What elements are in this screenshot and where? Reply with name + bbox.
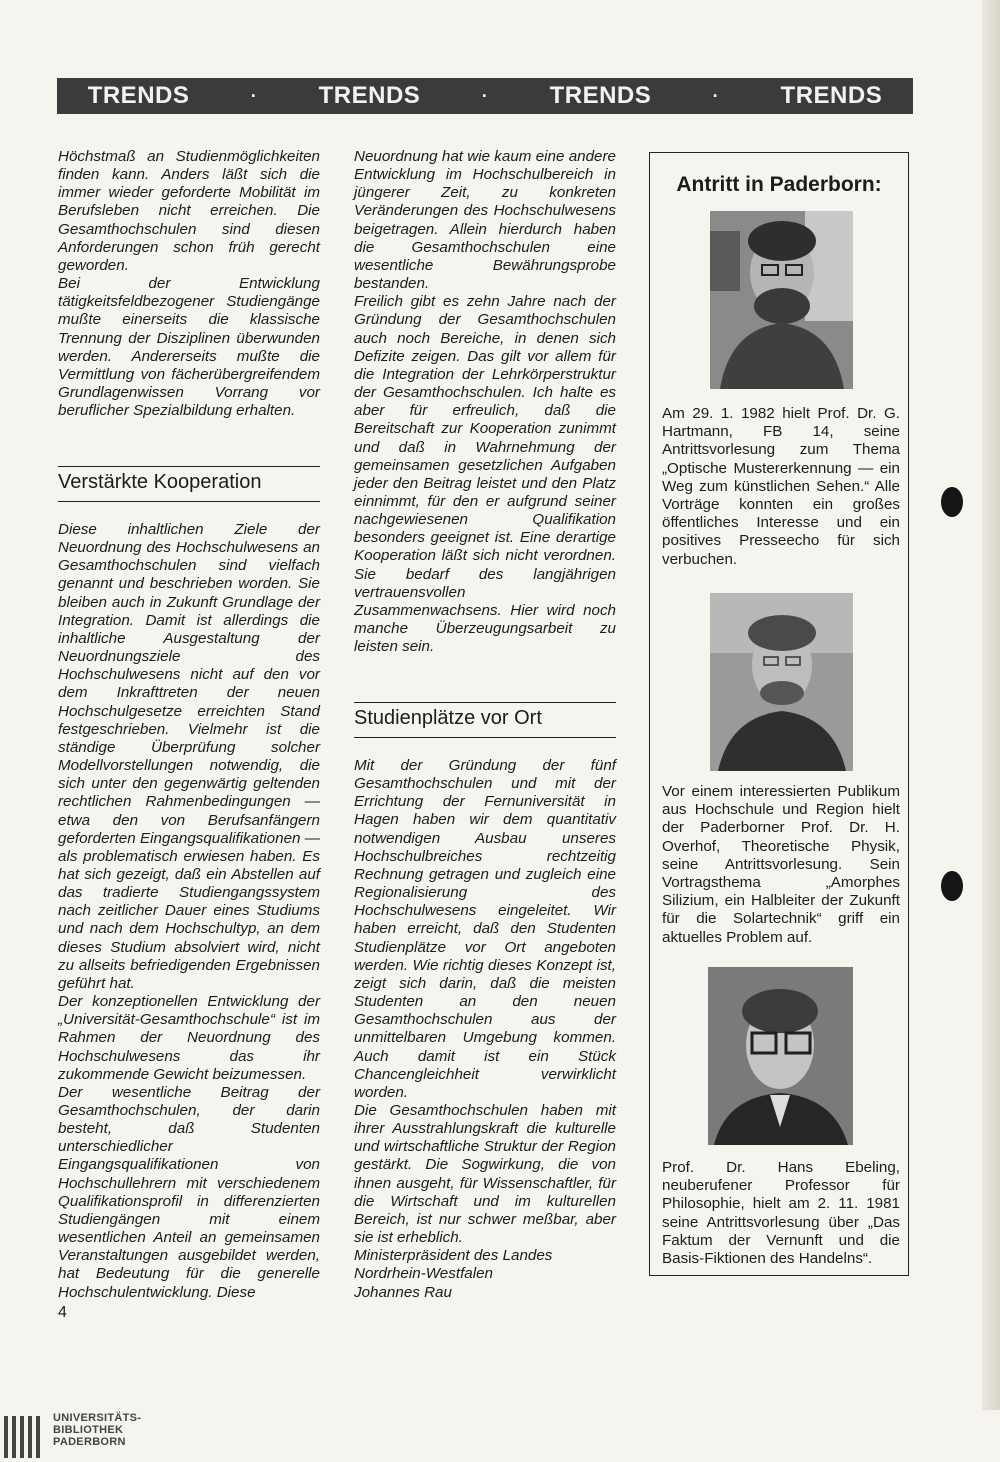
- paragraph: Höchstmaß an Studienmöglichkeiten finden kann. Anders läßt sich die immer wieder geforderte Mobilität im Berufsleben nicht erreichen. Die Gesamthochschulen sind diesen Anforderungen schon früh gerecht geworden.: [58, 148, 320, 274]
- footer-bar: [0, 1410, 1000, 1462]
- portrait-photo-overhof: [710, 593, 853, 771]
- column-1-top: [58, 148, 320, 420]
- paragraph: Mit der Gründung der fünf Gesamthochschulen und mit der Errichtung der Fernuniversität in Hagen haben wir dem quantitativ notwendigen Ausbau unseres Hochschulbreiches rechtzeitig Rechnung getragen und zugleich eine Regionalisierung des Hochschulwesens eingeleitet. Wir haben erreicht, daß den Studenten Studienplätze vor Ort angeboten werden. Wie richtig dieses Konzept ist, zeigt sich darin, daß die meisten Studenten an den neuen Gesamthochschulen aus der unmittelbaren Umgebung kommen. Auch damit ist ein Stück Chancengleichheit verwirklicht worden.: [354, 757, 616, 1101]
- logo-line: UNIVERSITÄTS-: [53, 1412, 142, 1424]
- portrait-photo-hartmann: [710, 211, 853, 389]
- banner-word: TRENDS: [780, 82, 883, 109]
- sidebar-entry-ebeling: Prof. Dr. Hans Ebeling, neuberufener Professor für Philosophie, hielt am 2. 11. 1981 seine Antrittsvorlesung über „Das Faktum der Vernunft und die Basis-Fiktionen des Handelns“.: [662, 1159, 900, 1268]
- banner-word: TRENDS: [87, 82, 190, 109]
- paragraph: Der konzeptionellen Entwicklung der „Universität-Gesamthochschule“ ist im Rahmen der Neuordnung des Hochschulwesens das ihr zukommende Gewicht beizumessen.: [58, 993, 320, 1083]
- portrait-overhof-image: [710, 593, 853, 771]
- sidebar-title: Antritt in Paderborn:: [676, 173, 882, 196]
- heading-studienplaetze-vor-ort: Studienplätze vor Ort: [354, 702, 616, 738]
- logo-line: BIBLIOTHEK: [53, 1424, 124, 1436]
- column-1-bottom: [58, 521, 320, 1302]
- banner-separator: ·: [481, 85, 489, 106]
- paragraph: Neuordnung hat wie kaum eine andere Entwicklung im Hochschulbereich in jüngerer Zeit, zu konkreten Veränderungen des Hochschulwesens beigetragen. Allein hierdurch haben die Gesamthochschulen eine wesentliche Bewährungsprobe bestanden.: [354, 148, 616, 293]
- column-2-top: [354, 148, 616, 656]
- banner-word: TRENDS: [318, 82, 421, 109]
- page-number: 4: [58, 1304, 67, 1321]
- portrait-photo-ebeling: [708, 967, 853, 1145]
- paragraph: Der wesentliche Beitrag der Gesamthochschulen, der darin besteht, daß Studenten unterschiedlicher Eingangsqualifikationen von Hochschullehrern mit verschiedenem Qualifikationsprofil in differenzierten Studiengängen mit einem wesentlichen Anteil an gemeinsamen Veranstaltungen ausgebildet werden, hat Bedeutung für die generelle Hochschulentwicklung. Diese: [58, 1083, 320, 1301]
- paragraph: Bei der Entwicklung tätigkeitsfeldbezogener Studiengänge mußte einerseits die klassische Trennung der Disziplinen überwunden werden. Andererseits mußte die Vermittlung von fächerübergreifendem Grundlagenwissen Vorrang vor beruflicher Spezialbildung erhalten.: [58, 275, 320, 420]
- paragraph: Freilich gibt es zehn Jahre nach der Gründung der Gesamthochschulen auch noch Bereiche, in denen sich Defizite zeigen. Das gilt vor allem für die Integration der Lehrkörperstruktur der Gesamthochschulen. Ich halte es aber für erfreulich, daß die Bereitschaft zur Kooperation zunimmt und daß in Wahrnehmung der gemeinsamen gesetzlichen Aufgaben jeder den Beitrag leistet und den Platz einnimmt, für den er aufgrund seiner nachgewiesenen Qualifikation besonders geeignet ist. Eine derartige Kooperation läßt sich nicht verordnen. Sie bedarf des langjährigen vertrauensvollen Zusammenwachsens. Hier wird noch manche Überzeugungsarbeit zu leisten sein.: [354, 293, 616, 656]
- page-edge: [982, 0, 1000, 1410]
- sidebar-entry-overhof: Vor einem interessierten Publikum aus Hochschule und Region hielt der Paderborner Prof. Dr. H. Overhof, Theoretische Physik, seine Antrittsvorlesung. Sein Vortragsthema „Amorphes Silizium, ein Halbleiter der Zukunft für die Solartechnik“ griff ein aktuelles Problem auf.: [662, 783, 900, 946]
- portrait-hartmann-image: [710, 211, 853, 389]
- signature-line: Ministerpräsident des Landes: [354, 1247, 553, 1265]
- trends-banner: [57, 78, 913, 114]
- paragraph: Die Gesamthochschulen haben mit ihrer Ausstrahlungskraft die kulturelle und wirtschaftliche Struktur der Region gestärkt. Die Sogwirkung, die von ihnen ausgeht, für Wissenschaftler, für die Wirtschaft und im kulturellen Bereich, ist nur schwer meßbar, aber sie ist erheblich.: [354, 1101, 616, 1247]
- paragraph: Diese inhaltlichen Ziele der Neuordnung des Hochschulwesens an Gesamthochschulen sind vielfach genannt und beschrieben worden. Sie bleiben auch in Zukunft Grundlage der Integration. Damit ist allerdings die inhaltliche Ausgestaltung der Neuordnungsziele des Hochschulwesens nicht auf den vor dem Inkrafttreten der neuen Hochschulgesetze erreichten Stand festgeschrieben. Vielmehr ist die ständige Überprüfung solcher Modellvorstellungen notwendig, die sich unter den gegenwärtig geltenden rechtlichen Rahmenbedingungen — etwa den von Berufsanfängern geforderten Eingangsqualifikationen — als problematisch erwiesen haben. Es hat sich gezeigt, daß ein Abstellen auf das tradierte Studiengangssystem nach zeitlicher Dauer eines Studiums und nach dem Hochschultyp, an dem dieses Studium absolviert wird, nicht zu allseits befriedigenden Ergebnissen geführt hat.: [58, 521, 320, 992]
- punch-hole: [941, 487, 963, 517]
- banner-separator: ·: [250, 85, 258, 106]
- library-logo-icon: [2, 1414, 46, 1460]
- logo-line: PADERBORN: [53, 1436, 126, 1448]
- banner-word: TRENDS: [549, 82, 652, 109]
- portrait-ebeling-image: [708, 967, 853, 1145]
- signature-line: Nordrhein-Westfalen: [354, 1265, 494, 1283]
- sidebar-antritt: [649, 152, 909, 1276]
- sidebar-entry-hartmann: Am 29. 1. 1982 hielt Prof. Dr. G. Hartmann, FB 14, seine Antrittsvorlesung zum Thema „Optische Mustererkennung — ein Weg zum künstlichen Sehen.“ Alle Vorträge konnten ein großes öffentliches Interesse und ein positives Presseecho für sich verbuchen.: [662, 405, 900, 568]
- signature-line: Johannes Rau: [354, 1283, 452, 1301]
- heading-verstaerkte-kooperation: Verstärkte Kooperation: [58, 466, 320, 502]
- column-2-bottom: [354, 757, 616, 1302]
- library-logo-text: [53, 1412, 141, 1448]
- banner-separator: ·: [712, 85, 720, 106]
- punch-hole: [941, 871, 963, 901]
